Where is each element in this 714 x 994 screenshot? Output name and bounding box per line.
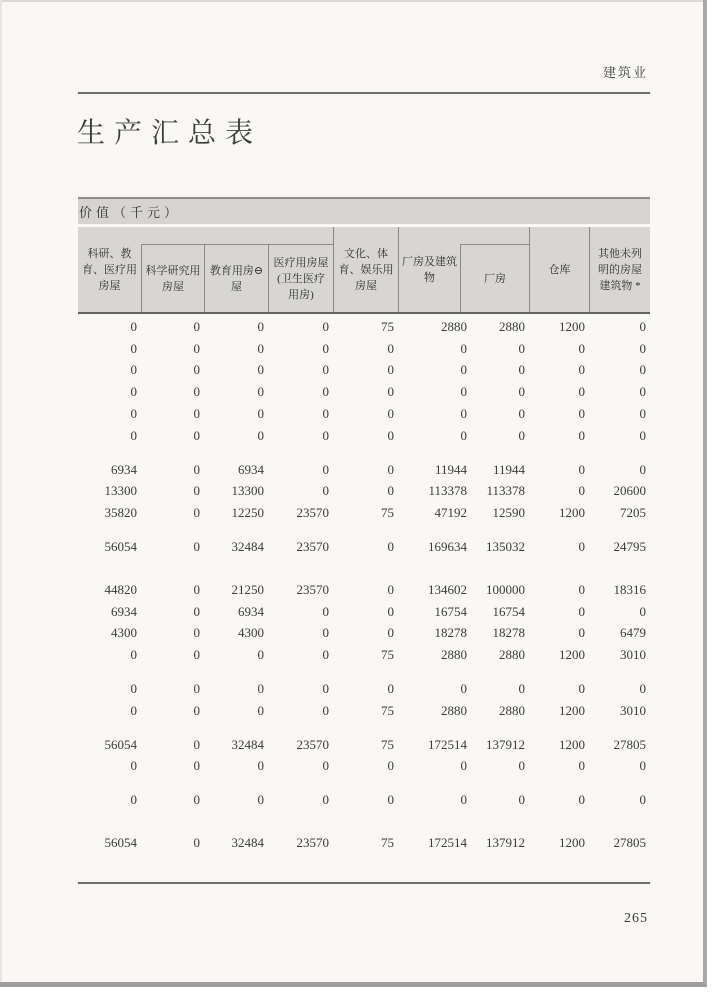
table-cell: 23570 [296, 505, 329, 521]
table-row [78, 425, 650, 447]
table-cell: 0 [387, 681, 394, 697]
table-cell: 0 [578, 603, 585, 619]
table-cell: 0 [130, 427, 137, 443]
table-cell: 2880 [499, 318, 525, 334]
table-cell: 16754 [492, 603, 525, 619]
table-cell: 2880 [441, 647, 467, 663]
table-cell: 2880 [441, 318, 467, 334]
table-cell: 0 [322, 702, 329, 718]
table-unit-band [78, 197, 650, 224]
table-body [78, 314, 650, 854]
table-cell: 0 [193, 603, 200, 619]
table-cell: 0 [193, 318, 200, 334]
table-cell: 6934 [111, 461, 137, 477]
table-cell: 0 [257, 362, 264, 378]
table-cell: 0 [322, 427, 329, 443]
page-edge-left [0, 0, 2, 982]
table-cell: 0 [257, 792, 264, 808]
table-cell: 0 [639, 681, 646, 697]
table-cell: 6479 [620, 625, 646, 641]
table-cell: 27805 [613, 835, 646, 851]
table-cell: 18316 [613, 581, 646, 597]
table-cell: 0 [460, 340, 467, 356]
table-cell: 0 [578, 384, 585, 400]
table-cell: 172514 [428, 835, 467, 851]
table-cell: 0 [387, 483, 394, 499]
table-row [78, 789, 650, 811]
table-cell: 0 [257, 681, 264, 697]
table-cell: 24795 [613, 539, 646, 555]
table-cell: 0 [322, 362, 329, 378]
table-cell: 0 [639, 340, 646, 356]
table-cell: 137912 [486, 835, 525, 851]
table-cell: 23570 [296, 581, 329, 597]
table-cell: 21250 [231, 581, 264, 597]
table-cell: 0 [639, 318, 646, 334]
table-cell: 6934 [238, 603, 264, 619]
table-row [78, 579, 650, 601]
table-cell: 4300 [238, 625, 264, 641]
table-cell: 2880 [499, 702, 525, 718]
table-cell: 0 [193, 539, 200, 555]
table-cell: 137912 [486, 736, 525, 752]
table-cell: 6934 [111, 603, 137, 619]
column-header-other-unlisted [589, 227, 650, 312]
page-edge-top [0, 0, 703, 2]
table-cell: 0 [193, 835, 200, 851]
table-cell: 18278 [492, 625, 525, 641]
table-cell: 0 [639, 792, 646, 808]
table-cell: 0 [322, 625, 329, 641]
table-cell: 6934 [238, 461, 264, 477]
table-cell: 0 [387, 362, 394, 378]
table-cell: 0 [130, 792, 137, 808]
column-header-culture-sports [333, 227, 398, 312]
table-cell: 0 [193, 758, 200, 774]
table-cell: 75 [381, 702, 394, 718]
table-cell: 0 [518, 384, 525, 400]
table-cell: 0 [257, 647, 264, 663]
production-summary-table [78, 197, 650, 854]
table-cell: 0 [578, 340, 585, 356]
table-cell: 23570 [296, 539, 329, 555]
table-cell: 0 [130, 340, 137, 356]
table-cell: 0 [518, 427, 525, 443]
table-cell: 1200 [559, 835, 585, 851]
table-cell: 0 [322, 758, 329, 774]
table-cell: 113378 [428, 483, 467, 499]
table-cell: 0 [460, 427, 467, 443]
table-cell: 0 [387, 427, 394, 443]
table-cell: 0 [257, 384, 264, 400]
table-cell: 0 [387, 581, 394, 597]
table-cell: 23570 [296, 736, 329, 752]
table-cell: 3010 [620, 702, 646, 718]
table-cell: 13300 [104, 483, 137, 499]
table-cell: 0 [639, 758, 646, 774]
table-cell: 32484 [231, 736, 264, 752]
table-cell: 0 [322, 406, 329, 422]
table-cell: 75 [381, 835, 394, 851]
table-cell: 32484 [231, 835, 264, 851]
table-cell: 27805 [613, 736, 646, 752]
column-header-medical [268, 244, 333, 312]
table-cell: 12590 [492, 505, 525, 521]
table-cell: 11944 [492, 461, 525, 477]
table-cell: 0 [257, 318, 264, 334]
table-cell: 4300 [111, 625, 137, 641]
table-cell: 172514 [428, 736, 467, 752]
table-cell: 113378 [486, 483, 525, 499]
column-header-factory-and-buildings [398, 227, 460, 312]
table-cell: 47192 [434, 505, 467, 521]
table-cell: 1200 [559, 318, 585, 334]
table-cell: 0 [518, 758, 525, 774]
table-cell: 0 [639, 603, 646, 619]
table-cell: 75 [381, 736, 394, 752]
header-rule [78, 92, 650, 94]
table-cell: 75 [381, 647, 394, 663]
table-cell: 0 [322, 792, 329, 808]
table-cell: 0 [639, 461, 646, 477]
table-cell: 0 [460, 384, 467, 400]
footer-rule [78, 882, 650, 884]
table-cell: 134602 [428, 581, 467, 597]
column-header-warehouse [529, 227, 589, 312]
table-cell: 0 [193, 792, 200, 808]
table-row [78, 601, 650, 623]
table-row [78, 536, 650, 558]
column-header-label: 文化、体育、娱乐用房屋 [338, 247, 394, 292]
table-cell: 0 [578, 461, 585, 477]
table-cell: 0 [578, 427, 585, 443]
table-cell: 0 [193, 702, 200, 718]
table-cell: 0 [257, 340, 264, 356]
table-cell: 0 [322, 384, 329, 400]
column-header-education [204, 244, 268, 312]
table-cell: 0 [193, 384, 200, 400]
table-cell: 0 [639, 384, 646, 400]
table-row [78, 623, 650, 645]
table-cell: 0 [460, 792, 467, 808]
column-header-label: 厂房及建筑物 [402, 255, 457, 284]
table-cell: 75 [381, 318, 394, 334]
table-cell: 1200 [559, 736, 585, 752]
table-cell: 75 [381, 505, 394, 521]
table-cell: 18278 [434, 625, 467, 641]
table-cell: 0 [387, 384, 394, 400]
column-header-label: 厂房 [484, 272, 506, 285]
column-header-label: 医疗用房屋(卫生医疗用房) [273, 256, 329, 301]
table-cell: 0 [460, 406, 467, 422]
table-cell: 0 [193, 427, 200, 443]
table-cell: 0 [578, 406, 585, 422]
table-cell: 0 [322, 647, 329, 663]
table-cell: 0 [193, 461, 200, 477]
table-cell: 23570 [296, 835, 329, 851]
table-row [78, 502, 650, 524]
table-row [78, 832, 650, 854]
table-cell: 0 [578, 758, 585, 774]
page-title: 生产汇总表 [77, 118, 263, 149]
table-cell: 0 [130, 318, 137, 334]
table-cell: 0 [460, 758, 467, 774]
table-row [78, 644, 650, 666]
table-cell: 135032 [486, 539, 525, 555]
table-cell: 0 [639, 406, 646, 422]
table-cell: 7205 [620, 505, 646, 521]
table-cell: 0 [387, 406, 394, 422]
table-cell: 0 [639, 362, 646, 378]
table-cell: 0 [322, 483, 329, 499]
table-cell: 0 [578, 539, 585, 555]
table-cell: 0 [387, 461, 394, 477]
running-head: 建筑业 [602, 65, 648, 80]
table-cell: 12250 [231, 505, 264, 521]
table-cell: 0 [130, 702, 137, 718]
table-cell: 11944 [434, 461, 467, 477]
table-row [78, 756, 650, 778]
table-cell: 0 [193, 647, 200, 663]
table-row [78, 481, 650, 503]
table-cell: 0 [518, 406, 525, 422]
table-cell: 0 [257, 427, 264, 443]
table-cell: 0 [578, 681, 585, 697]
table-cell: 0 [193, 681, 200, 697]
table-cell: 0 [193, 736, 200, 752]
table-cell: 56054 [104, 835, 137, 851]
table-cell: 0 [322, 340, 329, 356]
table-cell: 16754 [434, 603, 467, 619]
table-row [78, 316, 650, 338]
column-header-scientific-research [141, 244, 204, 312]
table-row [78, 403, 650, 425]
table-row [78, 700, 650, 722]
table-row [78, 678, 650, 700]
table-cell: 0 [193, 340, 200, 356]
table-cell: 1200 [559, 505, 585, 521]
table-row [78, 381, 650, 403]
table-cell: 13300 [231, 483, 264, 499]
table-cell: 0 [387, 340, 394, 356]
table-cell: 0 [578, 362, 585, 378]
table-cell: 56054 [104, 736, 137, 752]
column-header-factory [460, 244, 529, 312]
table-cell: 0 [193, 505, 200, 521]
table-cell: 32484 [231, 539, 264, 555]
table-cell: 0 [193, 406, 200, 422]
table-cell: 35820 [104, 505, 137, 521]
column-header-label: 科学研究用房屋 [145, 264, 201, 293]
page-number: 265 [624, 911, 648, 926]
table-cell: 0 [460, 362, 467, 378]
table-cell: 56054 [104, 539, 137, 555]
table-cell: 0 [387, 792, 394, 808]
table-cell: 0 [130, 362, 137, 378]
table-cell: 1200 [559, 647, 585, 663]
table-cell: 0 [193, 581, 200, 597]
table-cell: 0 [257, 406, 264, 422]
table-cell: 0 [518, 340, 525, 356]
table-cell: 0 [130, 647, 137, 663]
table-cell: 0 [130, 384, 137, 400]
column-header-label: 科研、教育、医疗用房屋 [82, 247, 137, 292]
table-cell: 0 [387, 603, 394, 619]
table-cell: 0 [578, 483, 585, 499]
table-cell: 0 [518, 792, 525, 808]
table-cell: 0 [578, 625, 585, 641]
column-header-label: 其他未列明的房屋建筑物 * [598, 247, 642, 292]
table-cell: 0 [387, 539, 394, 555]
table-cell: 0 [518, 362, 525, 378]
table-unit-label: 价值（千元） [79, 205, 182, 220]
column-header-label: 教育用房⊖屋 [209, 264, 264, 293]
table-cell: 100000 [486, 581, 525, 597]
column-header-label: 仓库 [548, 263, 571, 276]
table-cell: 0 [193, 483, 200, 499]
table-cell: 0 [578, 792, 585, 808]
table-cell: 0 [257, 758, 264, 774]
table-cell: 0 [518, 681, 525, 697]
table-cell: 44820 [104, 581, 137, 597]
table-cell: 2880 [441, 702, 467, 718]
table-cell: 1200 [559, 702, 585, 718]
table-cell: 0 [387, 758, 394, 774]
table-cell: 0 [578, 581, 585, 597]
table-cell: 169634 [428, 539, 467, 555]
table-cell: 2880 [499, 647, 525, 663]
table-cell: 0 [130, 758, 137, 774]
table-cell: 0 [193, 362, 200, 378]
table-cell: 0 [322, 461, 329, 477]
table-cell: 3010 [620, 647, 646, 663]
table-cell: 0 [130, 681, 137, 697]
table-cell: 0 [460, 681, 467, 697]
table-row [78, 734, 650, 756]
table-cell: 0 [322, 603, 329, 619]
table-row [78, 338, 650, 360]
table-cell: 0 [322, 318, 329, 334]
table-cell: 0 [639, 427, 646, 443]
table-cell: 0 [322, 681, 329, 697]
table-cell: 0 [130, 406, 137, 422]
table-cell: 20600 [613, 483, 646, 499]
table-row [78, 459, 650, 481]
table-cell: 0 [257, 702, 264, 718]
table-header-row [78, 227, 650, 314]
table-cell: 0 [387, 625, 394, 641]
table-cell: 0 [193, 625, 200, 641]
column-header-research-edu-medical [78, 227, 141, 312]
table-row [78, 360, 650, 382]
